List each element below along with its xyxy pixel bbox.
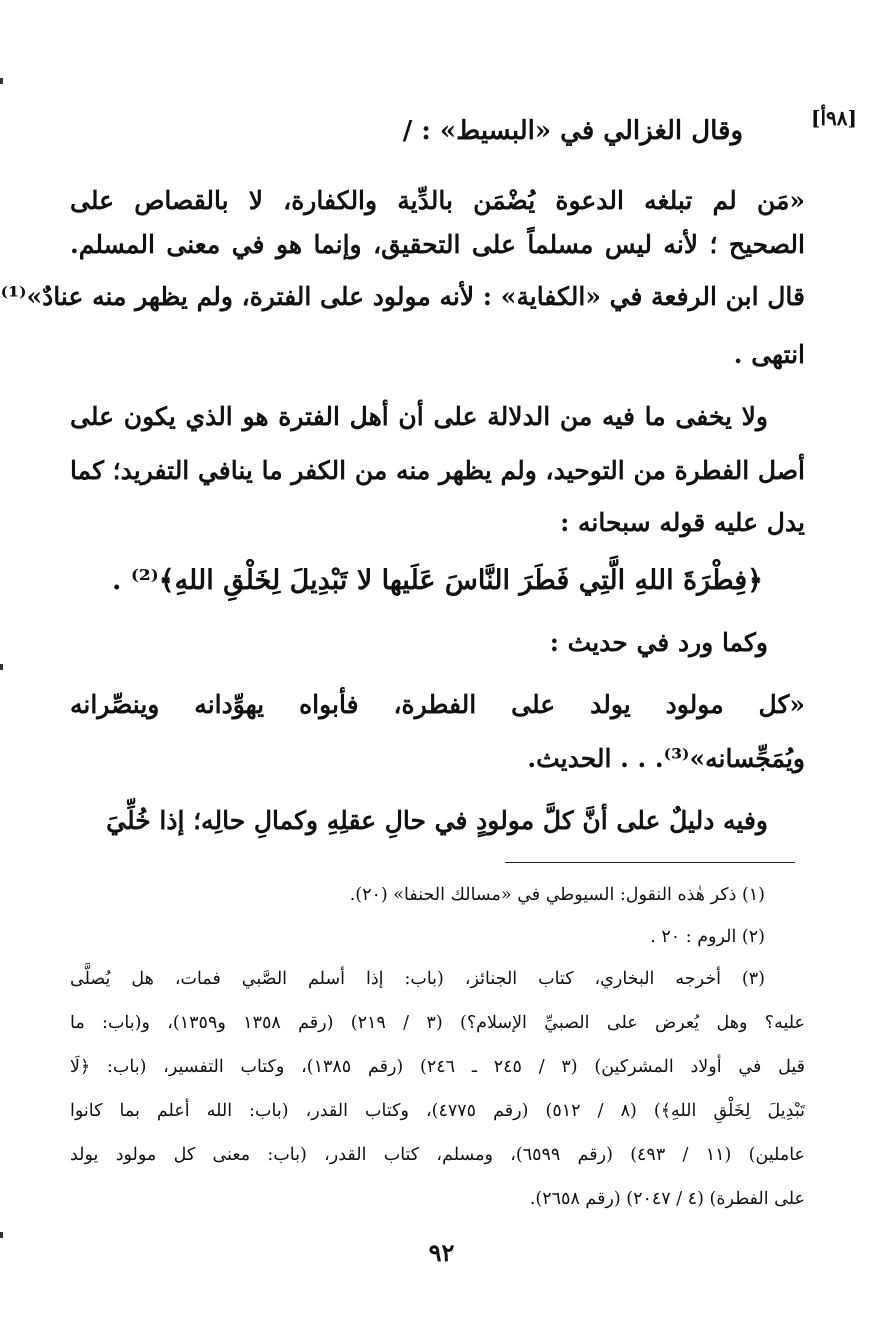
scan-edge-mark [0,78,3,84]
footnote-2: (٢) الروم : ٢٠ . [650,927,765,947]
body-line-7: يدل عليه قوله سبحانه : [560,508,805,537]
footnote-3-line-2: عليه؟ وهل يُعرض على الصبيِّ الإسلام؟) (٣ / ٢١٩) (رقم ١٣٥٨ و١٣٥٩)، و(باب: ما [70,1013,805,1033]
footnote-1: (١) ذكر هٰذه النقول: السيوطي في «مسالك الحنفا» (٢٠). [349,885,765,905]
body-line-9: وكما ورد في حديث : [549,628,768,657]
footnote-separator [505,862,795,863]
quran-verse-line: ﴿فِطْرَةَ اللهِ الَّتِي فَطَرَ النَّاسَ عَلَيها لا تَبْدِيلَ لِخَلْقِ اللهِ﴾⁽²⁾ . [112,565,763,596]
body-line-1: «مَن لم تبلغه الدعوة يُضْمَن بالدِّية والكفارة، لا بالقصاص على [70,186,805,215]
body-line-4: انتهى . [733,340,805,369]
scan-edge-mark [0,1232,3,1238]
manuscript-folio-marker: [٩٨أ] [811,106,857,130]
heading-line: وقال الغزالي في «البسيط» : / [402,116,743,146]
body-line-2: الصحيح ؛ لأنه ليس مسلماً على التحقيق، وإنما هو في معنى المسلم. [70,230,805,259]
body-line-12: وفيه دليلٌ على أنَّ كلَّ مولودٍ في حالِ عقلِهِ وكمالِ حالِه؛ إذا خُلِّيَ [106,806,768,835]
footnote-3-line-1: (٣) أخرجه البخاري، كتاب الجنائز، (باب: إذا أسلم الصَّبي فمات، هل يُصلَّى [70,969,765,989]
hadith-line-2: ويُمَجِّسانه»⁽³⁾. . . الحديث. [527,744,805,773]
page-number: ٩٢ [428,1238,455,1267]
footnote-3-line-3: قيل في أولاد المشركين) (٣ / ٢٤٥ ـ ٢٤٦) (رقم ١٣٨٥)، وكتاب التفسير، (باب: ﴿لَا [70,1057,805,1077]
footnote-3-line-5: عاملين) (١١ / ٤٩٣) (رقم ٦٥٩٩)، ومسلم، كتاب القدر، (باب: معنى كل مولود يولد [70,1145,805,1165]
body-line-5: ولا يخفى ما فيه من الدلالة على أن أهل الفترة هو الذي يكون على [70,402,768,431]
scan-edge-mark [0,664,3,670]
hadith-line-1: «كل مولود يولد على الفطرة، فأبواه يهوِّدانه وينصِّرانه [70,690,805,719]
footnote-3-line-6: على الفطرة) (٤ / ٢٠٤٧) (رقم ٢٦٥٨). [529,1189,805,1209]
body-line-3: قال ابن الرفعة في «الكفاية» : لأنه مولود على الفترة، ولم يظهر منه عنادٌ»⁽¹⁾ [0,282,805,311]
footnote-3-line-4: تَبْدِيلَ لِخَلْقِ اللهِ﴾) (٨ / ٥١٢) (رقم ٤٧٧٥)، وكتاب القدر، (باب: الله أعلم بما كانوا [70,1101,805,1121]
body-line-6: أصل الفطرة من التوحيد، ولم يظهر منه من الكفر ما ينافي التفريد؛ كما [70,456,805,485]
